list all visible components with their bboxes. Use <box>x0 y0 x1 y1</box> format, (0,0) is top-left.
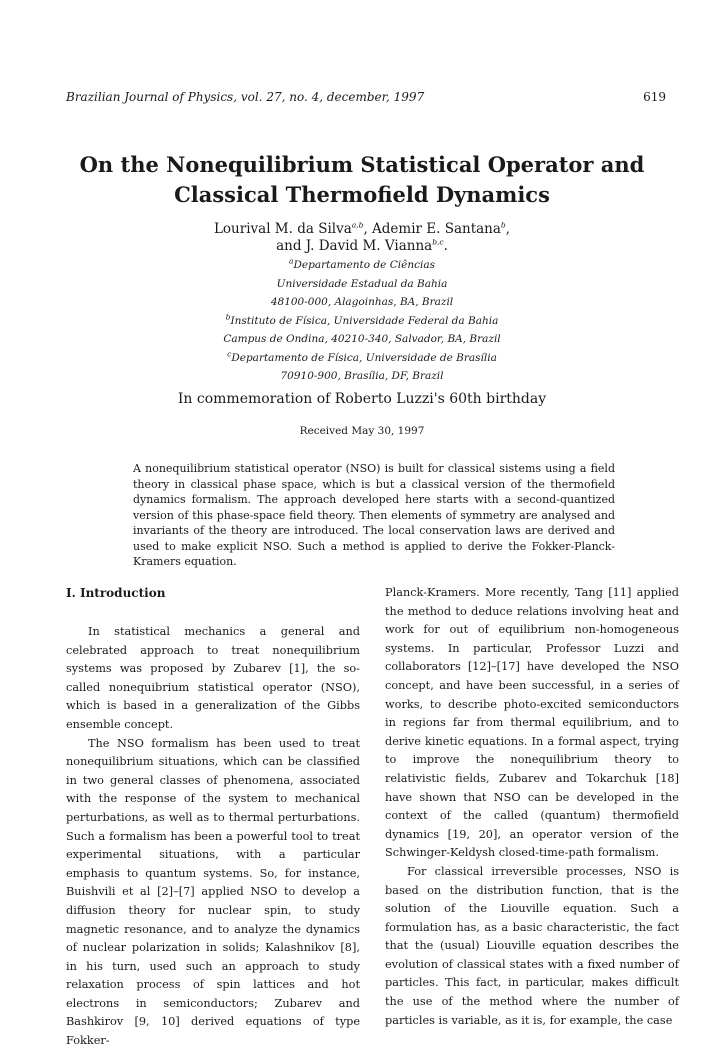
paragraph: The NSO formalism has been used to treat nonequilibrium situations, which can be classified in two general classes of phenomena, associated with the response of the system to mechanical perturbations, as well as to thermal perturbations. Such a formalism has been a powerful tool to treat experimental situations, with a particular emphasis to quantum systems. So, for instance, Buishvili et al [2]–[7] applied NSO to develop a diffusion theory for nuclear spin, to study magnetic resonance, and to analyze the dynamics of nuclear polarization in solids; Kalashnikov [8], in his turn, used such an approach to study relaxation process of spin lattices and hot electrons in semiconductors; Zubarev and Bashkirov [9, 10] derived equations of type Fokker- <box>66 736 360 1048</box>
author-3-end: . <box>443 238 448 254</box>
affil-a-line-1 <box>0 256 724 275</box>
right-column <box>385 584 679 1030</box>
affil-a-mark: a <box>289 256 294 266</box>
affil-c-mark: c <box>227 349 232 358</box>
paper-title <box>0 150 724 210</box>
author-2: , Ademir E. Santana <box>363 221 501 237</box>
affil-a-text: Departamento de Ciências <box>293 259 435 271</box>
author-line-1 <box>0 221 724 238</box>
affiliations <box>0 256 724 386</box>
author-2-sep: , <box>505 221 511 237</box>
paragraph: Planck-Kramers. More recently, Tang [11] applied the method to deduce relations involving heat and work for out of equilibrium non-homogeneous systems. In particular, Professor Luzzi and collaborators [12]–[17] have developed the NSO concept, and have been successful, in a series of works, to describe photo-excited semiconductors in regions far from thermal equilibrium, and to derive kinetic equations. In a formal aspect, trying to improve the nonequilibrium theory to relativistic fields, Zubarev and Tokarchuk [18] have shown that NSO can be developed in the context of the called (quantum) thermofield dynamics [19, 20], an operator version of the Schwinger-Keldysh closed-time-path formalism. <box>385 586 679 860</box>
affil-b-mark: b <box>225 312 231 321</box>
affil-b-text: Instituto de Física, Universidade Federal da Bahia <box>230 314 499 327</box>
affil-c-text: Departamento de Física, Universidade de Brasília <box>231 351 497 364</box>
section-heading: I. Introduction <box>66 586 166 600</box>
abstract: A nonequilibrium statistical operator (NSO) is built for classical sistems using a field theory in classical phase space, which is but a classical version of the thermofield dynamics formalism. The approach developed here starts with a second-quantized version of this phase-space field theory. Then elements of symmetry are analysed and invariants of the theory are introduced. The local conservation laws are derived and used to make explicit NSO. Such a method is applied to derive the Fokker-Planck-Kramers equation. <box>133 462 615 568</box>
affil-c-line-1 <box>0 349 724 368</box>
running-header: Brazilian Journal of Physics, vol. 27, no. 4, december, 1997 <box>66 90 425 104</box>
affil-a-line-2: Universidade Estadual da Bahia <box>276 277 448 290</box>
author-line-2 <box>0 238 724 255</box>
author-2-affil: b <box>500 220 506 230</box>
author-list <box>0 221 724 255</box>
affil-b-line-2: Campus de Ondina, 40210-340, Salvador, BA, Brazil <box>223 333 501 345</box>
author-1-affil: a,b <box>351 220 364 230</box>
left-column <box>66 623 360 1051</box>
title-line-2: Classical Thermofield Dynamics <box>174 182 550 207</box>
affil-c-line-2: 70910-900, Brasília, DF, Brazil <box>280 370 444 382</box>
dedication: In commemoration of Roberto Luzzi's 60th birthday <box>177 391 547 407</box>
author-1: Lourival M. da Silva <box>213 221 352 237</box>
paragraph: For classical irreversible processes, NSO is based on the distribution function, that is the solution of the Liouville equation. Such a formulation has, as a basic characteristic, the fact that the (usual) Liouville equation describes the evolution of classical states with a fixed number of particles. This fact, in particular, makes difficult the use of the method where the number of particles is variable, as it is, for example, the case <box>385 864 679 1027</box>
received-date: Received May 30, 1997 <box>299 425 425 437</box>
author-3: and J. David M. Vianna <box>276 238 433 254</box>
title-line-1: On the Nonequilibrium Statistical Operator and <box>79 152 645 177</box>
page-number: 619 <box>643 90 666 104</box>
paragraph: In statistical mechanics a general and celebrated approach to treat nonequilibrium systems was proposed by Zubarev [1], the so-called nonequibrium statistical operator (NSO), which is based in a generalization of the Gibbs ensemble concept. <box>66 625 360 731</box>
author-3-affil: b,c <box>432 237 444 247</box>
affil-a-line-3: 48100-000, Alagoinhas, BA, Brazil <box>270 296 454 308</box>
affil-b-line-1 <box>0 312 724 331</box>
